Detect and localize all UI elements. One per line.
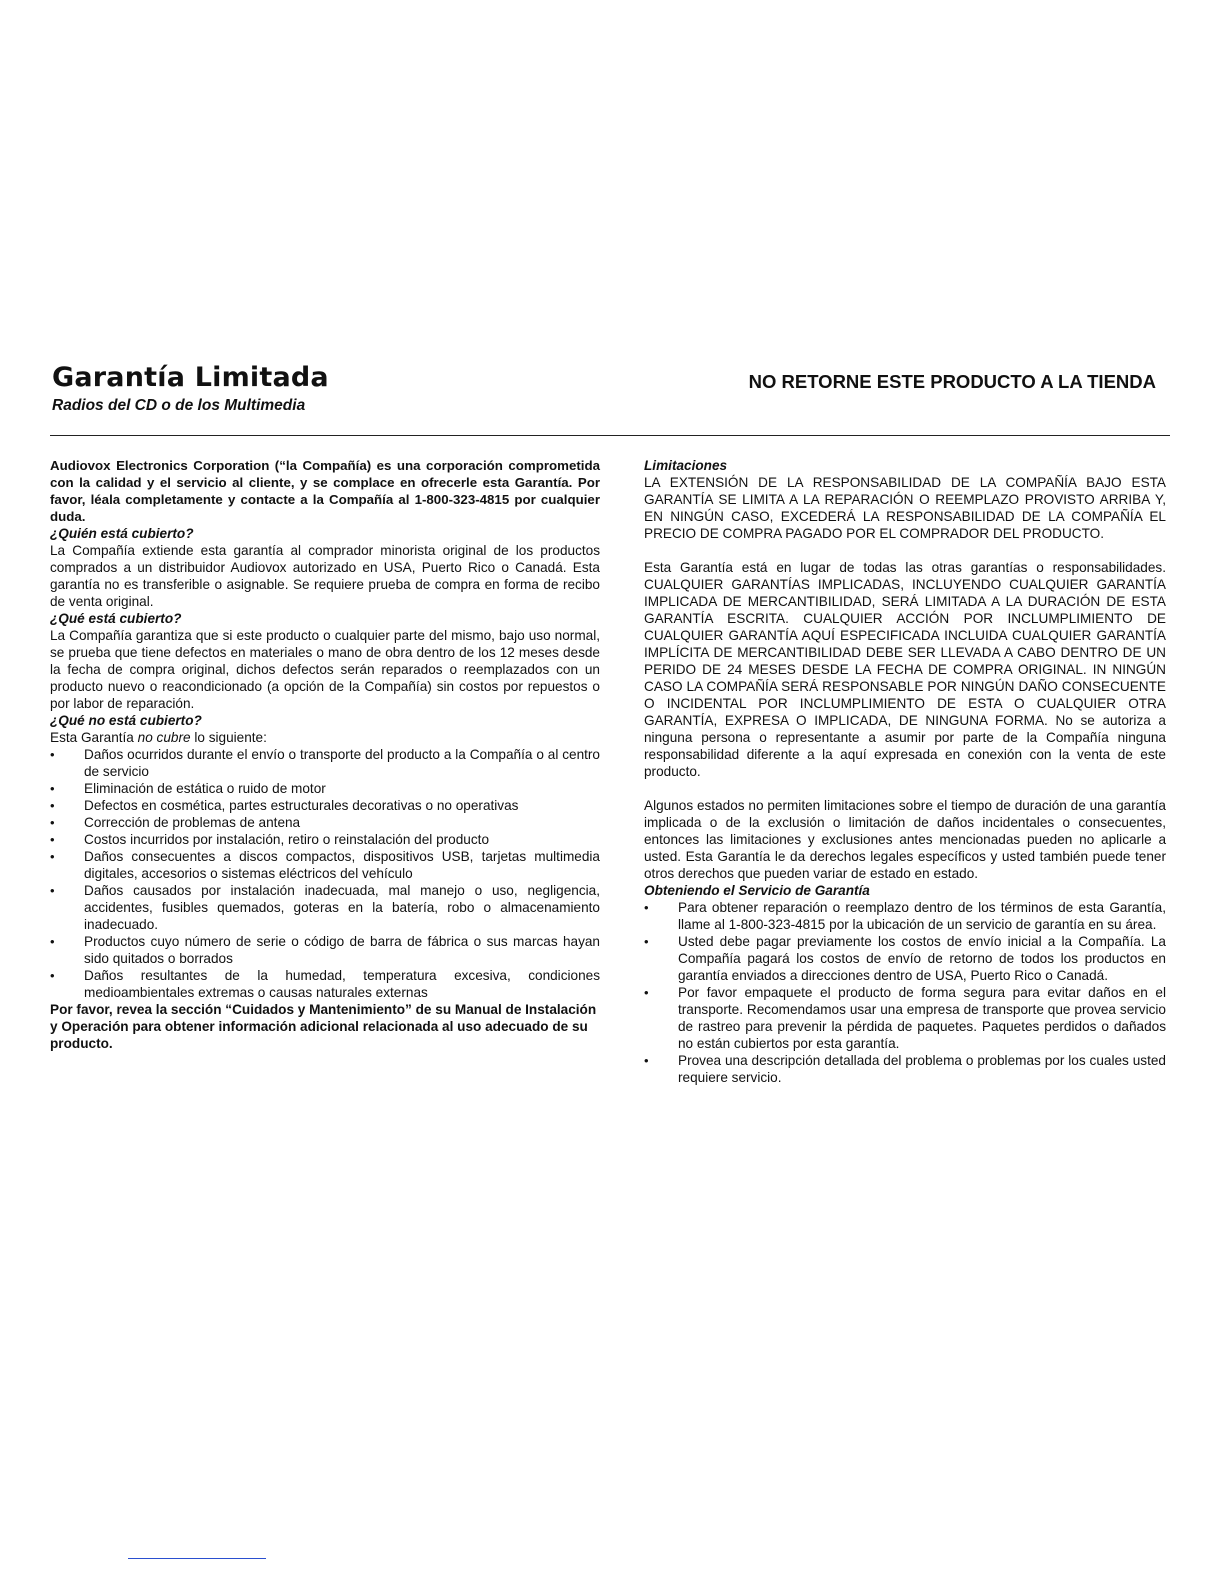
section-text-limitaciones-3: Algunos estados no permiten limitaciones sobre el tiempo de duración de una garantía implicada o de la exclusión o limitación de daños incidentales o consecuentes, entonces las limitaciones y exclusiones antes mencionadas pueden no aplicarle a usted. Esta Garantía le da derechos legales específicos y usted también puede tener otros derechos que pueden variar de estado en estado. xyxy=(644,798,1166,881)
right-column xyxy=(644,457,1166,1086)
section-text-quien: La Compañía extiende esta garantía al comprador minorista original de los productos comprados a un distribuidor Audiovox autorizado en USA, Puerto Rico o Canadá. Esta garantía no es transferible o asignable. Se requiere prueba de compra en forma de recibo de venta original. xyxy=(50,543,600,609)
section-title-que: ¿Qué está cubierto? xyxy=(50,611,182,626)
footer-rule xyxy=(128,1558,266,1559)
section-text-limitaciones-1: LA EXTENSIÓN DE LA RESPONSABILIDAD DE LA COMPAÑÍA BAJO ESTA GARANTÍA SE LIMITA A LA REPARACIÓN O REEMPLAZO PROVISTO ARRIBA Y, EN NINGÚN CASO, EXCEDERÁ LA RESPONSABILIDAD DE LA COMPAÑÍA EL PRECIO DE COMPRA PAGADO POR EL COMPRADOR DEL PRODUCTO. xyxy=(644,475,1166,541)
no-intro-em: no cubre xyxy=(137,730,191,745)
list-item: • Productos cuyo número de serie o código de barra de fábrica o sus marcas hayan sido quitados o borrados xyxy=(50,933,600,967)
list-item: • Eliminación de estática o ruido de motor xyxy=(50,780,600,797)
list-item: • Defectos en cosmética, partes estructurales decorativas o no operativas xyxy=(50,797,600,814)
intro-paragraph: Audiovox Electronics Corporation (“la Compañía) es una corporación comprometida con la calidad y el servicio al cliente, y se complace en ofrecerle esta Garantía. Por favor, léala completamente y contacte a la Compañía al 1-800-323-4815 por cualquier duda. xyxy=(50,458,600,524)
page-subtitle: Radios del CD o de los Multimedia xyxy=(52,397,306,414)
section-title-servicio: Obteniendo el Servicio de Garantía xyxy=(644,883,870,898)
return-notice: NO RETORNE ESTE PRODUCTO A LA TIENDA xyxy=(748,371,1156,392)
list-item: • Corrección de problemas de antena xyxy=(50,814,600,831)
section-text-que: La Compañía garantiza que si este producto o cualquier parte del mismo, bajo uso normal, se prueba que tiene defectos en materiales o mano de obra dentro de los 12 meses desde la fecha de compra original, dichos defectos serán reparados o reemplazados con un producto nuevo o reacondicionado (a opción de la Compañía) sin costos por repuestos o por labor de reparación. xyxy=(50,628,600,711)
header-divider xyxy=(50,435,1170,436)
list-item: • Por favor empaquete el producto de forma segura para evitar daños en el transporte. Recomendamos usar una empresa de transporte que provea servicio de rastreo para prevenir la pérdida de paquetes. Paquetes perdidos o dañados no están cubiertos por esta garantía. xyxy=(644,984,1166,1052)
closing-paragraph: Por favor, revea la sección “Cuidados y Mantenimiento” de su Manual de Instalación y Operación para obtener información adicional relacionada al uso adecuado de su producto. xyxy=(50,1002,597,1051)
section-title-no-cubierto: ¿Qué no está cubierto? xyxy=(50,713,202,728)
left-column xyxy=(50,457,600,1052)
no-intro-b: lo siguiente: xyxy=(190,730,267,745)
list-item: • Para obtener reparación o reemplazo dentro de los términos de esta Garantía, llame al 1-800-323-4815 por la ubicación de un servicio de garantía en su área. xyxy=(644,899,1166,933)
list-item: • Costos incurridos por instalación, retiro o reinstalación del producto xyxy=(50,831,600,848)
section-intro-no-cubierto xyxy=(50,729,600,746)
list-item: • Provea una descripción detallada del problema o problemas por los cuales usted requiere servicio. xyxy=(644,1052,1166,1086)
no-intro-a: Esta Garantía xyxy=(50,730,138,745)
list-item: • Daños consecuentes a discos compactos, dispositivos USB, tarjetas multimedia digitales, accesorios o sistemas eléctricos del vehículo xyxy=(50,848,600,882)
service-steps-list xyxy=(644,899,1166,1086)
list-item: • Daños causados por instalación inadecuada, mal manejo o uso, negligencia, accidentes, fusibles quemados, goteras en la batería, robo o almacenamiento inadecuado. xyxy=(50,882,600,933)
page-title: Garantía Limitada xyxy=(52,362,329,393)
section-title-limitaciones: Limitaciones xyxy=(644,458,728,473)
list-item: • Usted debe pagar previamente los costos de envío inicial a la Compañía. La Compañía pagará los costos de envío de retorno de todos los productos en garantía enviados a direcciones dentro de USA, Puerto Rico o Canadá. xyxy=(644,933,1166,984)
list-item: • Daños ocurridos durante el envío o transporte del producto a la Compañía o al centro de servicio xyxy=(50,746,600,780)
section-title-quien: ¿Quién está cubierto? xyxy=(50,526,194,541)
not-covered-list xyxy=(50,746,600,1001)
section-text-limitaciones-2: Esta Garantía está en lugar de todas las otras garantías o responsabilidades. CUALQUIER GARANTÍAS IMPLICADAS, INCLUYENDO CUALQUIER GARANTÍA IMPLICADA DE MERCANTIBILIDAD, SERÁ LIMITADA A LA DURACIÓN DE ESTA GARANTÍA ESCRITA. CUALQUIER ACCIÓN POR INCLUMPLIMIENTO DE CUALQUIER GARANTÍA AQUÍ ESPECIFICADA INCLUIDA CUALQUIER GARANTÍA IMPLÍCITA DE MERCANTIBILIDAD DEBE SER LLEVADA A CABO DENTRO DE UN PERIDO DE 24 MESES DESDE LA FECHA DE COMPRA ORIGINAL. IN NINGÚN CASO LA COMPAÑÍA SERÁ RESPONSABLE POR NINGÚN DAÑO CONSECUENTE O INCIDENTAL POR INCLUMPLIMIENTO DE ESTA O CUALQUIER OTRA GARANTÍA, EXPRESA O IMPLICADA, DE NINGUNA FORMA. No se autoriza a ninguna persona o representante a asumir por parte de la Compañía ninguna responsabilidad diferente a la aquí expresada en conexión con la venta de este producto. xyxy=(644,560,1166,779)
list-item: • Daños resultantes de la humedad, temperatura excesiva, condiciones medioambientales extremas o causas naturales externas xyxy=(50,967,600,1001)
